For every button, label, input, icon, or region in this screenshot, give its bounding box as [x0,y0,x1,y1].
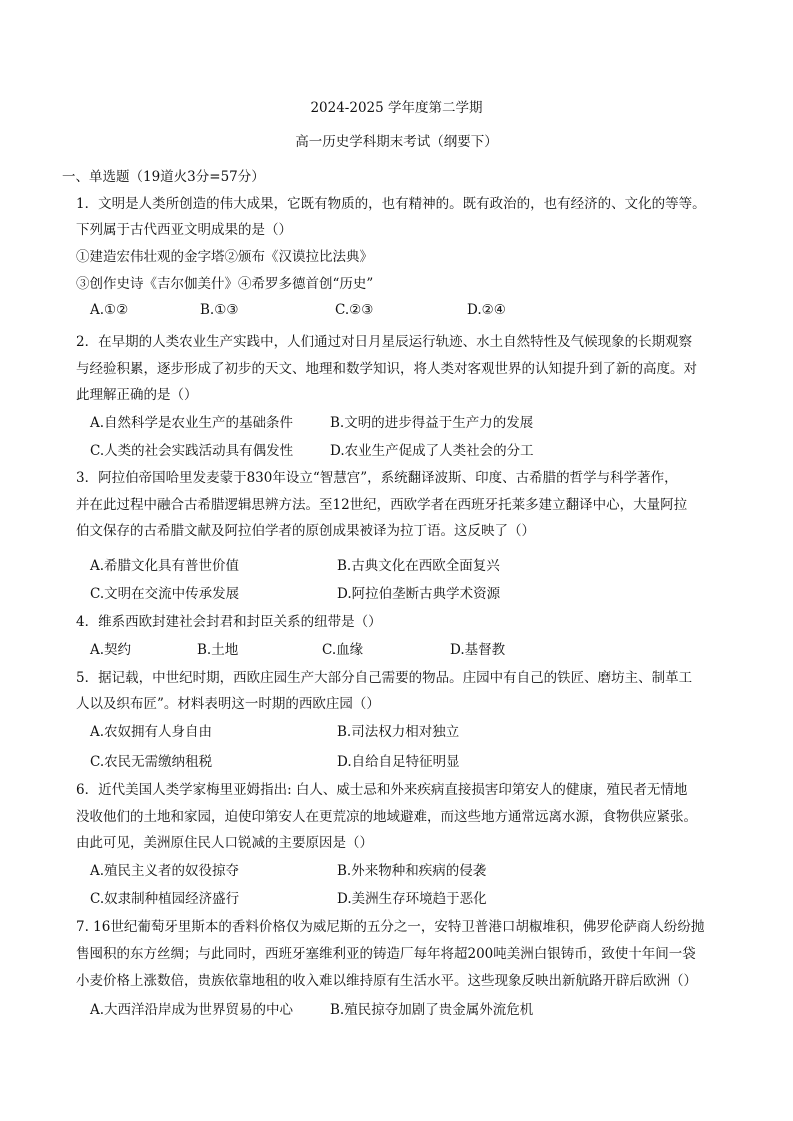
question-3-option-d: D.阿拉伯垄断古典学术资源 [337,586,501,602]
question-1-option-c: C.②③ [335,302,374,318]
question-1-line-3: ①建造宏伟壮观的金字塔②颁布《汉谟拉比法典》 [76,249,373,265]
question-5-option-d: D.自给自足特征明显 [337,754,460,770]
question-3-line-3: 伯文保存的古希腊文献及阿拉伯学者的原创成果被译为拉丁语。这反映了（） [76,523,535,539]
question-6-option-d: D.美洲生存环境趋于恶化 [337,891,487,907]
question-3-option-b: B.古典文化在西欧全面复兴 [337,558,500,574]
question-2-option-d: D.农业生产促成了人类社会的分工 [330,443,534,459]
question-5-line-1: 5．据记载，中世纪时期，西欧庄园生产大部分自己需要的物品。庄园中有自己的铁匠、磨坊主、制革工 [76,670,693,686]
question-6-option-c: C.奴隶制种植园经济盛行 [90,891,240,907]
question-2-line-1: 2．在早期的人类农业生产实践中，人们通过对日月星辰运行轨迹、水土自然特性及气候现象的长期观察 [76,334,693,350]
question-2-option-a: A.自然科学是农业生产的基础条件 [90,415,294,431]
question-7-line-3: 小麦价格上涨数倍，贵族依靠地租的收入难以维持原有生活水平。这些现象反映出新航路开辟后欧洲（） [76,973,697,989]
question-6-option-a: A.殖民主义者的奴役掠夺 [90,863,240,879]
question-2-line-3: 此理解正确的是（） [76,387,198,403]
question-6-line-1: 6．近代美国人类学家梅里亚姆指出: 白人、威士忌和外来疾病直接损害印第安人的健康，殖民者无情地 [76,782,688,798]
question-7-option-a: A.大西洋沿岸成为世界贸易的中心 [90,1002,294,1018]
question-4-option-c: C.血缘 [322,642,364,658]
question-6-line-2: 没收他们的土地和家园，迫使印第安人在更荒凉的地域避难，而这些地方通常远离水源，食物供应紧张。 [76,809,697,825]
question-1-option-a: A.①② [90,302,129,318]
question-5-option-c: C.农民无需缴纳租税 [90,754,213,770]
question-4-option-b: B.土地 [197,642,239,658]
question-2-line-2: 与经验积累，逐步形成了初步的天文、地理和数学知识，将人类对客观世界的认知提升到了新的高度。对 [76,361,697,377]
question-5-line-2: 人以及织布匠”。材料表明这一时期的西欧庄园（） [76,696,380,712]
question-3-line-1: 3．阿拉伯帝国哈里发麦蒙于830年设立“智慧宫”，系统翻译波斯、印度、古希腊的哲学与科学著作， [76,470,678,486]
question-4-option-d: D.基督教 [450,642,506,658]
exam-title: 高一历史学科期末考试（纲要下） [295,134,498,150]
question-1-line-2: 下列属于古代西亚文明成果的是（） [76,222,292,238]
question-1-line-4: ③创作史诗《吉尔伽美什》④希罗多德首创“历史” [76,276,374,292]
question-5-option-b: B.司法权力相对独立 [337,724,460,740]
question-3-option-c: C.文明在交流中传承发展 [90,586,240,602]
question-3-option-a: A.希腊文化具有普世价值 [90,558,240,574]
question-2-option-c: C.人类的社会实践活动具有偶发性 [90,443,294,459]
question-2-option-b: B.文明的进步得益于生产力的发展 [330,415,534,431]
question-4-option-a: A.契约 [90,642,132,658]
question-7-line-1: 7. 16世纪葡萄牙里斯本的香料价格仅为威尼斯的五分之一，安特卫普港口胡椒堆积，佛罗伦萨商人纷纷抛 [76,919,705,935]
question-1-line-1: 1．文明是人类所创造的伟大成果，它既有物质的，也有精神的。既有政治的，也有经济的、文化的等等。 [76,196,706,212]
question-4-line-1: 4．维系西欧封建社会封君和封臣关系的纽带是（） [76,614,382,630]
section-heading: 一、单选题（19道火3分=57分） [62,169,265,185]
question-1-option-b: B.①③ [200,302,239,318]
question-7-option-b: B.殖民掠夺加剧了贵金属外流危机 [330,1002,534,1018]
question-6-line-3: 由此可见，美洲原住民人口锐减的主要原因是（） [76,835,373,851]
question-1-option-d: D.②④ [467,302,506,318]
exam-term-title: 2024-2025 学年度第二学期 [310,100,483,116]
question-6-option-b: B.外来物种和疾病的侵袭 [337,863,487,879]
question-3-line-2: 并在此过程中融合古希腊逻辑思辨方法。至12世纪，西欧学者在西班牙托莱多建立翻译中心，大量阿拉 [76,497,688,513]
question-5-option-a: A.农奴拥有人身自由 [90,724,213,740]
question-7-line-2: 售囤积的东方丝绸；与此同时，西班牙塞维利亚的铸造厂每年将超200吨美洲白银铸币，致使十年间一袋 [76,946,696,962]
